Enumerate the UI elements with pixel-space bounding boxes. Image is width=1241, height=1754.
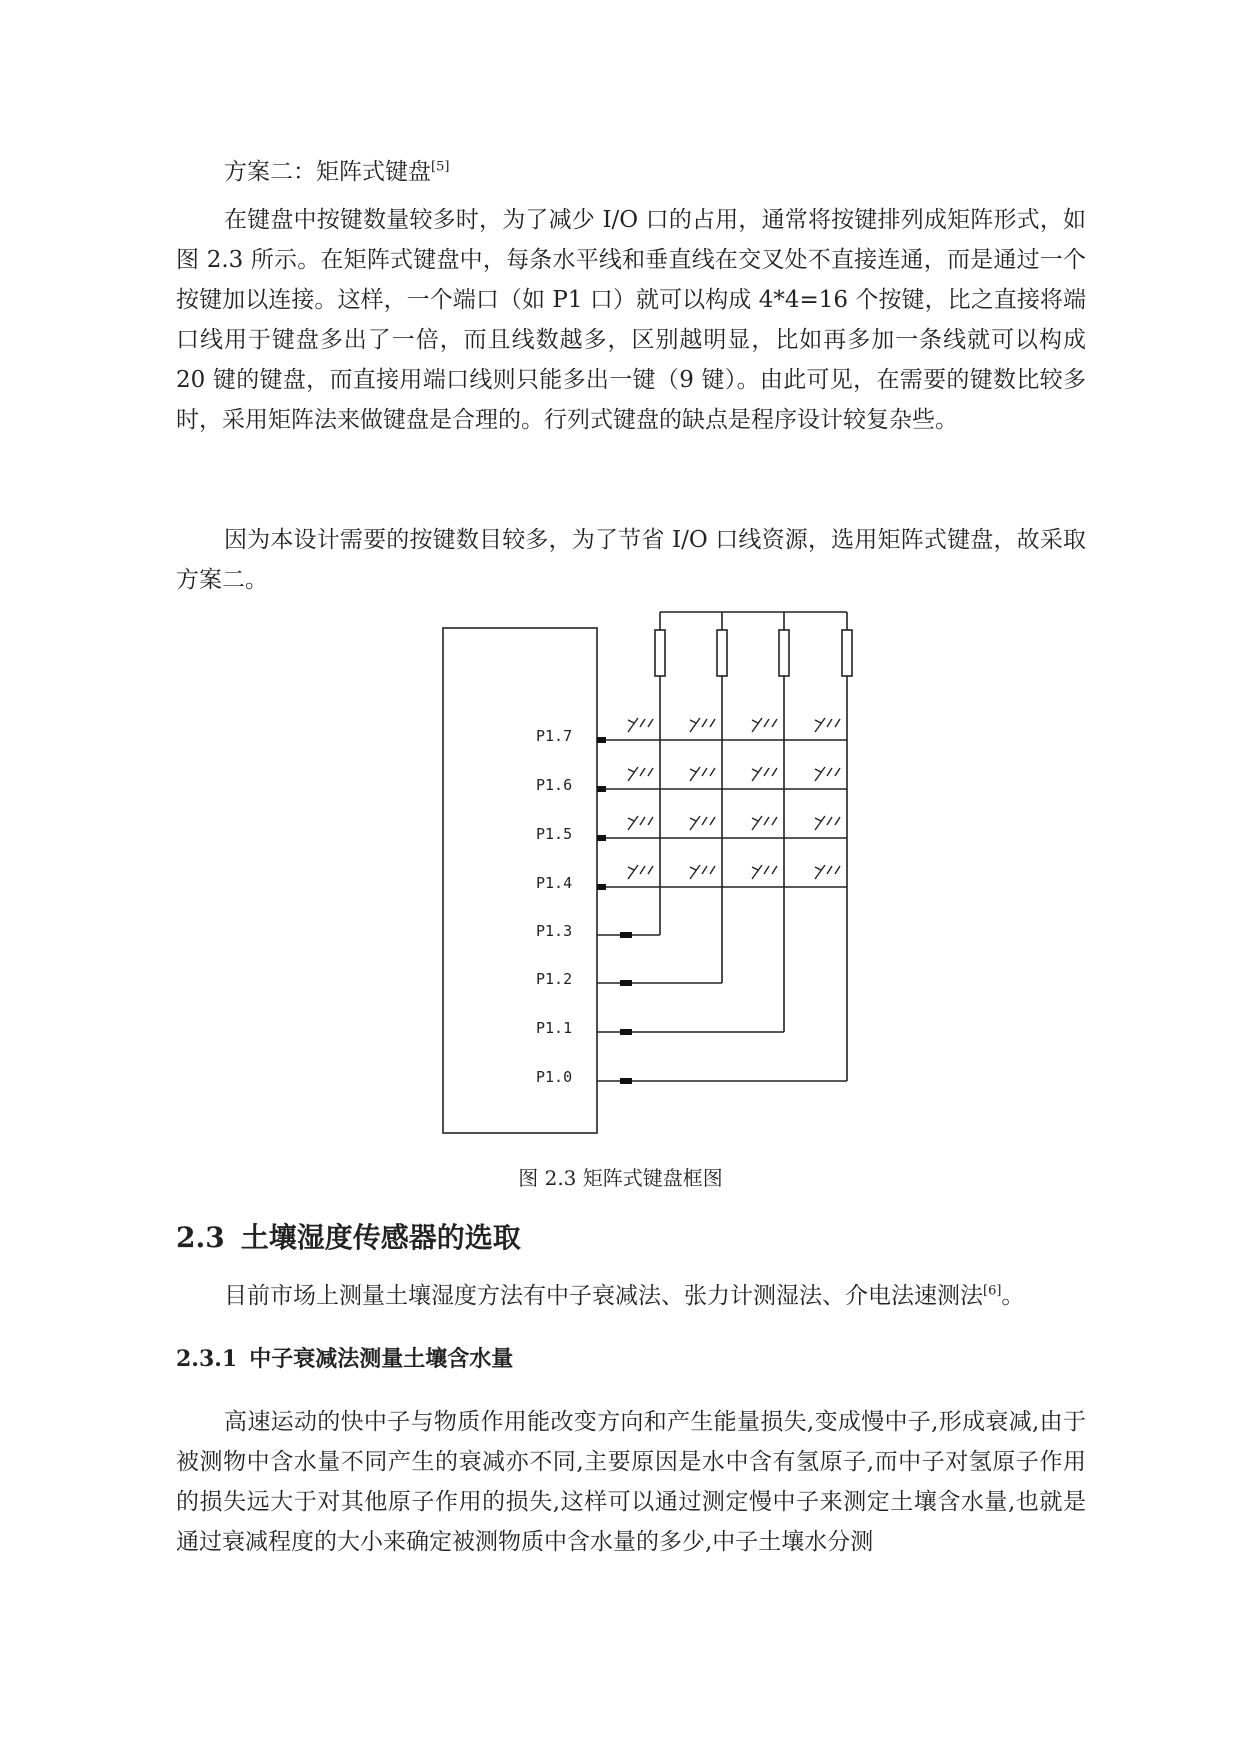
pullup-resistor xyxy=(717,630,727,676)
column-resistors xyxy=(655,612,852,1081)
pin-label: P1.1 xyxy=(536,1019,573,1037)
section-heading: 2.3 土壤湿度传感器的选取 xyxy=(176,1221,521,1254)
scheme-title: 方案二：矩阵式键盘[5] xyxy=(224,159,450,185)
subsection-heading: 2.3.1 中子衰减法测量土壤含水量 xyxy=(176,1346,514,1372)
citation-ref: [6] xyxy=(983,1283,1002,1299)
paragraph-choice: 因为本设计需要的按键数目较多，为了节省 I/O 口线资源，选用矩阵式键盘，故采取方案二。 xyxy=(176,527,1086,593)
citation-ref: [5] xyxy=(431,159,450,175)
figure-caption: 图 2.3 矩阵式键盘框图 xyxy=(518,1166,723,1190)
pin-label: P1.7 xyxy=(536,727,573,745)
paragraph-matrix-keyboard: 在键盘中按键数量较多时，为了减少 I/O 口的占用，通常将按键排列成矩阵形式，如图 2.3 所示。在矩阵式键盘中，每条水平线和垂直线在交叉处不直接连通，而是通过一个按键加以连接。这样，一个端口（如 P1 口）就可以构成 4*4=16 个按键，比之直接将端口线用于键盘多出了一倍，而且线数越多，区别越明显，比如再多加一条线就可以构成 20 键的键盘，而直接用端口线则只能多出一键（9 键）。由此可见，在需要的键数比较多时，采用矩阵法来做键盘是合理的。行列式键盘的缺点是程序设计较复杂些。 xyxy=(176,207,1086,433)
paragraph-section-intro: 目前市场上测量土壤湿度方法有中子衰减法、张力计测湿法、介电法速测法[6]。 xyxy=(224,1283,1025,1309)
pullup-resistor xyxy=(842,630,852,676)
pin-label: P1.4 xyxy=(536,874,573,892)
mcu-block xyxy=(443,628,597,1133)
pin-labels xyxy=(536,727,572,1086)
pullup-resistor xyxy=(779,630,789,676)
pin-label: P1.2 xyxy=(536,970,573,988)
pullup-resistor xyxy=(655,630,665,676)
pin-label: P1.3 xyxy=(536,922,573,940)
paragraph-neutron-method: 高速运动的快中子与物质作用能改变方向和产生能量损失,变成慢中子,形成衰减,由于被测物中含水量不同产生的衰减亦不同,主要原因是水中含有氢原子,而中子对氢原子作用的损失远大于对其他原子作用的损失,这样可以通过测定慢中子来测定土壤含水量,也就是通过衰减程度的大小来确定被测物质中含水量的多少,中子土壤水分测 xyxy=(176,1409,1086,1555)
pin-label: P1.5 xyxy=(536,825,573,843)
pin-label: P1.6 xyxy=(536,776,573,794)
pin-label: P1.0 xyxy=(536,1068,573,1086)
